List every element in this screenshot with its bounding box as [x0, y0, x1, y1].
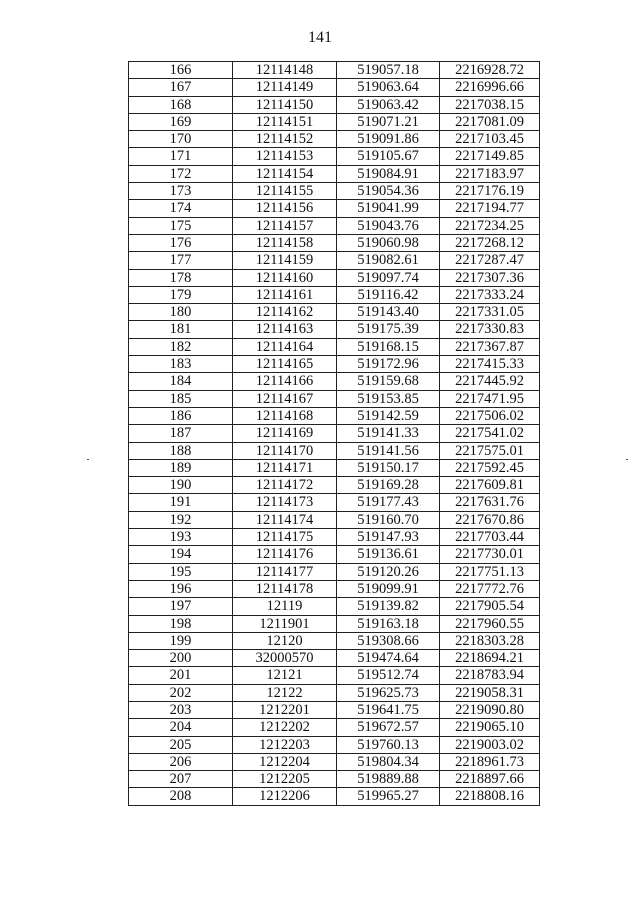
table-row: [129, 148, 540, 165]
page-number: 141: [308, 29, 332, 46]
point-id-cell: 12119: [233, 598, 337, 615]
table-row: [129, 183, 540, 200]
y-coordinate-cell: 2217592.45: [440, 459, 540, 476]
table-row: [129, 736, 540, 753]
table-row: [129, 79, 540, 96]
point-number-cell: 180: [129, 304, 233, 321]
point-id-cell: 12114165: [233, 356, 337, 373]
y-coordinate-cell: 2217268.12: [440, 234, 540, 251]
table-row: [129, 511, 540, 528]
y-coordinate-cell: 2218808.16: [440, 788, 540, 805]
point-id-cell: 12114155: [233, 183, 337, 200]
y-coordinate-cell: 2216996.66: [440, 79, 540, 96]
x-coordinate-cell: 519760.13: [337, 736, 440, 753]
point-id-cell: 12114156: [233, 200, 337, 217]
table-row: [129, 598, 540, 615]
table-row: [129, 667, 540, 684]
table-body: [129, 62, 540, 806]
point-id-cell: 12114157: [233, 217, 337, 234]
table-row: [129, 650, 540, 667]
y-coordinate-cell: 2217960.55: [440, 615, 540, 632]
y-coordinate-cell: 2217506.02: [440, 407, 540, 424]
point-number-cell: 176: [129, 234, 233, 251]
table-row: [129, 217, 540, 234]
point-id-cell: 12114160: [233, 269, 337, 286]
point-number-cell: 186: [129, 407, 233, 424]
table-row: [129, 580, 540, 597]
point-number-cell: 200: [129, 650, 233, 667]
y-coordinate-cell: 2217183.97: [440, 165, 540, 182]
table-row: [129, 356, 540, 373]
table-row: [129, 252, 540, 269]
x-coordinate-cell: 519099.91: [337, 580, 440, 597]
point-id-cell: 12114172: [233, 477, 337, 494]
x-coordinate-cell: 519063.42: [337, 96, 440, 113]
point-number-cell: 167: [129, 79, 233, 96]
point-number-cell: 199: [129, 632, 233, 649]
y-coordinate-cell: 2218303.28: [440, 632, 540, 649]
x-coordinate-cell: 519105.67: [337, 148, 440, 165]
y-coordinate-cell: 2218783.94: [440, 667, 540, 684]
y-coordinate-cell: 2218897.66: [440, 771, 540, 788]
table-row: [129, 269, 540, 286]
point-id-cell: 12114162: [233, 304, 337, 321]
y-coordinate-cell: 2217176.19: [440, 183, 540, 200]
point-number-cell: 175: [129, 217, 233, 234]
point-number-cell: 208: [129, 788, 233, 805]
point-number-cell: 172: [129, 165, 233, 182]
x-coordinate-cell: 519142.59: [337, 407, 440, 424]
table-row: [129, 96, 540, 113]
y-coordinate-cell: 2217905.54: [440, 598, 540, 615]
table-row: [129, 321, 540, 338]
table-row: [129, 234, 540, 251]
x-coordinate-cell: 519163.18: [337, 615, 440, 632]
point-id-cell: 1212202: [233, 719, 337, 736]
y-coordinate-cell: 2217575.01: [440, 442, 540, 459]
table-row: [129, 304, 540, 321]
point-number-cell: 205: [129, 736, 233, 753]
point-id-cell: 12114148: [233, 62, 337, 79]
y-coordinate-cell: 2217038.15: [440, 96, 540, 113]
x-coordinate-cell: 519139.82: [337, 598, 440, 615]
y-coordinate-cell: 2219058.31: [440, 684, 540, 701]
point-id-cell: 12114150: [233, 96, 337, 113]
point-number-cell: 171: [129, 148, 233, 165]
x-coordinate-cell: 519054.36: [337, 183, 440, 200]
point-number-cell: 204: [129, 719, 233, 736]
point-number-cell: 169: [129, 113, 233, 130]
point-number-cell: 198: [129, 615, 233, 632]
point-number-cell: 174: [129, 200, 233, 217]
y-coordinate-cell: 2217149.85: [440, 148, 540, 165]
x-coordinate-cell: 519060.98: [337, 234, 440, 251]
point-id-cell: 12114149: [233, 79, 337, 96]
point-id-cell: 12120: [233, 632, 337, 649]
y-coordinate-cell: 2217234.25: [440, 217, 540, 234]
table-row: [129, 459, 540, 476]
table-row: [129, 373, 540, 390]
point-number-cell: 184: [129, 373, 233, 390]
table-row: [129, 494, 540, 511]
point-id-cell: 12114151: [233, 113, 337, 130]
point-number-cell: 202: [129, 684, 233, 701]
x-coordinate-cell: 519082.61: [337, 252, 440, 269]
coordinates-table: [128, 61, 540, 806]
y-coordinate-cell: 2217307.36: [440, 269, 540, 286]
x-coordinate-cell: 519147.93: [337, 529, 440, 546]
y-coordinate-cell: 2217333.24: [440, 286, 540, 303]
point-number-cell: 193: [129, 529, 233, 546]
table-row: [129, 131, 540, 148]
table-row: [129, 113, 540, 130]
point-number-cell: 183: [129, 356, 233, 373]
point-id-cell: 12114167: [233, 390, 337, 407]
table-row: [129, 425, 540, 442]
x-coordinate-cell: 519071.21: [337, 113, 440, 130]
y-coordinate-cell: 2217330.83: [440, 321, 540, 338]
table-row: [129, 684, 540, 701]
y-coordinate-cell: 2217703.44: [440, 529, 540, 546]
x-coordinate-cell: 519150.17: [337, 459, 440, 476]
y-coordinate-cell: 2217772.76: [440, 580, 540, 597]
x-coordinate-cell: 519159.68: [337, 373, 440, 390]
x-coordinate-cell: 519175.39: [337, 321, 440, 338]
table-row: [129, 529, 540, 546]
y-coordinate-cell: 2217331.05: [440, 304, 540, 321]
x-coordinate-cell: 519474.64: [337, 650, 440, 667]
point-number-cell: 192: [129, 511, 233, 528]
point-id-cell: 12114154: [233, 165, 337, 182]
table-row: [129, 771, 540, 788]
y-coordinate-cell: 2217367.87: [440, 338, 540, 355]
x-coordinate-cell: 519153.85: [337, 390, 440, 407]
point-number-cell: 166: [129, 62, 233, 79]
point-number-cell: 197: [129, 598, 233, 615]
point-id-cell: 12114161: [233, 286, 337, 303]
point-id-cell: 1212203: [233, 736, 337, 753]
point-number-cell: 179: [129, 286, 233, 303]
x-coordinate-cell: 519141.56: [337, 442, 440, 459]
table-row: [129, 165, 540, 182]
y-coordinate-cell: 2218961.73: [440, 753, 540, 770]
x-coordinate-cell: 519116.42: [337, 286, 440, 303]
point-id-cell: 12121: [233, 667, 337, 684]
table-row: [129, 701, 540, 718]
point-number-cell: 188: [129, 442, 233, 459]
point-number-cell: 196: [129, 580, 233, 597]
point-id-cell: 12114177: [233, 563, 337, 580]
x-coordinate-cell: 519057.18: [337, 62, 440, 79]
point-number-cell: 177: [129, 252, 233, 269]
table-row: [129, 62, 540, 79]
y-coordinate-cell: 2219065.10: [440, 719, 540, 736]
point-number-cell: 189: [129, 459, 233, 476]
x-coordinate-cell: 519043.76: [337, 217, 440, 234]
point-id-cell: 12114159: [233, 252, 337, 269]
y-coordinate-cell: 2217631.76: [440, 494, 540, 511]
point-id-cell: 12114168: [233, 407, 337, 424]
point-id-cell: 12114170: [233, 442, 337, 459]
x-coordinate-cell: 519097.74: [337, 269, 440, 286]
point-id-cell: 1212201: [233, 701, 337, 718]
y-coordinate-cell: 2217081.09: [440, 113, 540, 130]
y-coordinate-cell: 2217103.45: [440, 131, 540, 148]
table-row: [129, 286, 540, 303]
point-number-cell: 168: [129, 96, 233, 113]
point-id-cell: 12122: [233, 684, 337, 701]
x-coordinate-cell: 519672.57: [337, 719, 440, 736]
point-id-cell: 12114164: [233, 338, 337, 355]
point-id-cell: 12114176: [233, 546, 337, 563]
x-coordinate-cell: 519308.66: [337, 632, 440, 649]
x-coordinate-cell: 519641.75: [337, 701, 440, 718]
point-number-cell: 191: [129, 494, 233, 511]
table-row: [129, 753, 540, 770]
y-coordinate-cell: 2217194.77: [440, 200, 540, 217]
y-coordinate-cell: 2217730.01: [440, 546, 540, 563]
x-coordinate-cell: 519136.61: [337, 546, 440, 563]
point-id-cell: 12114169: [233, 425, 337, 442]
point-id-cell: 12114174: [233, 511, 337, 528]
point-id-cell: 12114173: [233, 494, 337, 511]
scan-speck: [626, 459, 628, 460]
table-row: [129, 200, 540, 217]
point-number-cell: 203: [129, 701, 233, 718]
y-coordinate-cell: 2219090.80: [440, 701, 540, 718]
point-id-cell: 12114166: [233, 373, 337, 390]
y-coordinate-cell: 2217445.92: [440, 373, 540, 390]
x-coordinate-cell: 519041.99: [337, 200, 440, 217]
point-number-cell: 178: [129, 269, 233, 286]
y-coordinate-cell: 2219003.02: [440, 736, 540, 753]
x-coordinate-cell: 519512.74: [337, 667, 440, 684]
table-row: [129, 477, 540, 494]
y-coordinate-cell: 2217541.02: [440, 425, 540, 442]
x-coordinate-cell: 519889.88: [337, 771, 440, 788]
table-row: [129, 788, 540, 805]
point-number-cell: 182: [129, 338, 233, 355]
table-row: [129, 390, 540, 407]
point-number-cell: 195: [129, 563, 233, 580]
point-number-cell: 190: [129, 477, 233, 494]
point-id-cell: 12114153: [233, 148, 337, 165]
x-coordinate-cell: 519160.70: [337, 511, 440, 528]
scan-speck: [87, 459, 89, 460]
y-coordinate-cell: 2217471.95: [440, 390, 540, 407]
point-number-cell: 187: [129, 425, 233, 442]
x-coordinate-cell: 519804.34: [337, 753, 440, 770]
y-coordinate-cell: 2217609.81: [440, 477, 540, 494]
point-number-cell: 206: [129, 753, 233, 770]
point-id-cell: 12114171: [233, 459, 337, 476]
point-number-cell: 194: [129, 546, 233, 563]
point-number-cell: 170: [129, 131, 233, 148]
point-id-cell: 12114178: [233, 580, 337, 597]
point-number-cell: 181: [129, 321, 233, 338]
x-coordinate-cell: 519143.40: [337, 304, 440, 321]
point-id-cell: 12114152: [233, 131, 337, 148]
table-row: [129, 442, 540, 459]
y-coordinate-cell: 2217415.33: [440, 356, 540, 373]
point-id-cell: 1212206: [233, 788, 337, 805]
point-id-cell: 1212205: [233, 771, 337, 788]
point-number-cell: 173: [129, 183, 233, 200]
x-coordinate-cell: 519091.86: [337, 131, 440, 148]
x-coordinate-cell: 519063.64: [337, 79, 440, 96]
x-coordinate-cell: 519120.26: [337, 563, 440, 580]
point-number-cell: 185: [129, 390, 233, 407]
point-id-cell: 12114175: [233, 529, 337, 546]
point-id-cell: 12114163: [233, 321, 337, 338]
point-id-cell: 1211901: [233, 615, 337, 632]
point-number-cell: 207: [129, 771, 233, 788]
point-id-cell: 12114158: [233, 234, 337, 251]
x-coordinate-cell: 519177.43: [337, 494, 440, 511]
point-id-cell: 32000570: [233, 650, 337, 667]
table-row: [129, 563, 540, 580]
x-coordinate-cell: 519141.33: [337, 425, 440, 442]
table-row: [129, 546, 540, 563]
table-row: [129, 615, 540, 632]
y-coordinate-cell: 2217751.13: [440, 563, 540, 580]
table-row: [129, 407, 540, 424]
table-row: [129, 338, 540, 355]
y-coordinate-cell: 2218694.21: [440, 650, 540, 667]
y-coordinate-cell: 2216928.72: [440, 62, 540, 79]
x-coordinate-cell: 519084.91: [337, 165, 440, 182]
x-coordinate-cell: 519172.96: [337, 356, 440, 373]
y-coordinate-cell: 2217287.47: [440, 252, 540, 269]
x-coordinate-cell: 519168.15: [337, 338, 440, 355]
y-coordinate-cell: 2217670.86: [440, 511, 540, 528]
x-coordinate-cell: 519625.73: [337, 684, 440, 701]
x-coordinate-cell: 519965.27: [337, 788, 440, 805]
point-number-cell: 201: [129, 667, 233, 684]
table-row: [129, 632, 540, 649]
x-coordinate-cell: 519169.28: [337, 477, 440, 494]
table-row: [129, 719, 540, 736]
point-id-cell: 1212204: [233, 753, 337, 770]
